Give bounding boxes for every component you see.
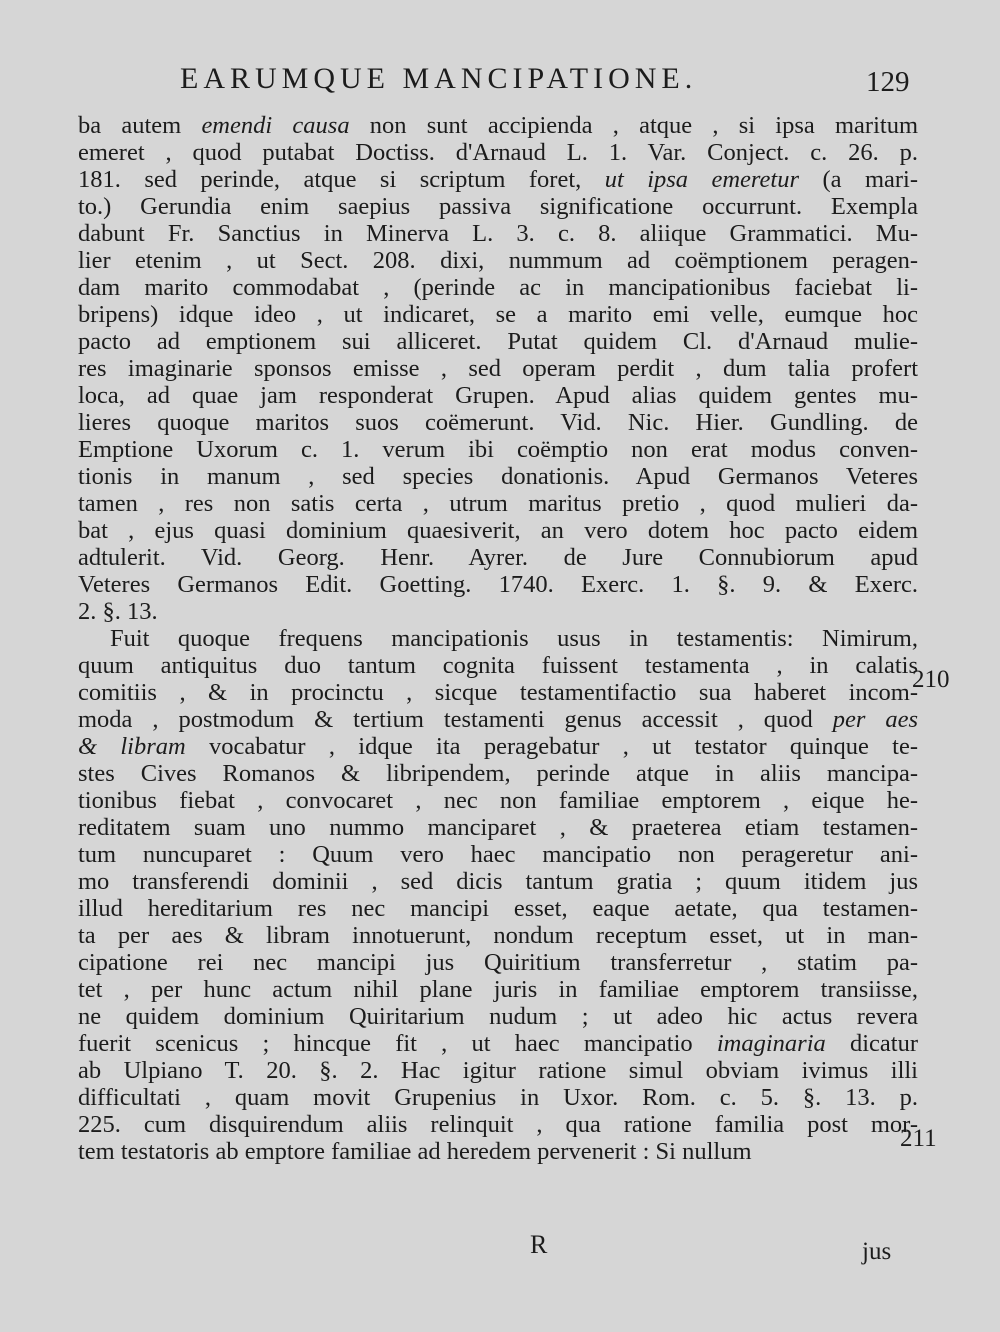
text-run: illud hereditarium res nec mancipi esset, eaque aetate, qua testamen- xyxy=(78,895,918,922)
text-run: ba autem xyxy=(78,112,202,139)
text-line xyxy=(78,706,918,733)
text-line xyxy=(78,571,918,598)
text-run: lieres quoque maritos suos coëmerunt. Vid. Nic. Hier. Gundling. de xyxy=(78,409,918,436)
signature-mark: R xyxy=(530,1230,548,1259)
italic-text: & libram xyxy=(78,733,186,760)
text-run: comitiis , & in procinctu , sicque testamentifactio sua haberet incom- xyxy=(78,679,918,706)
text-line xyxy=(78,490,918,517)
italic-text: emendi causa xyxy=(201,112,350,139)
text-run: lier etenim , ut Sect. 208. dixi, nummum ad coëmptionem peragen- xyxy=(78,247,918,274)
text-run: tionibus fiebat , convocaret , nec non familiae emptorem , eique he- xyxy=(78,787,918,814)
text-line xyxy=(78,1111,918,1138)
text-line xyxy=(78,652,918,679)
text-line xyxy=(78,814,918,841)
text-line xyxy=(78,274,918,301)
text-run: difficultati , quam movit Grupenius in Uxor. Rom. c. 5. §. 13. p. xyxy=(78,1084,918,1111)
text-run: 2. §. 13. xyxy=(78,598,158,625)
text-run: res imaginarie sponsos emisse , sed operam perdit , dum talia profert xyxy=(78,355,918,382)
text-run: tet , per hunc actum nihil plane juris in familiae emptorem transiisse, xyxy=(78,976,918,1003)
text-line xyxy=(78,328,918,355)
text-run: Emptione Uxorum c. 1. verum ibi coëmptio non erat modus conven- xyxy=(78,436,918,463)
text-run: mo transferendi dominii , sed dicis tantum gratia ; quum itidem jus xyxy=(78,868,918,895)
text-run: moda , postmodum & tertium testamenti genus accessit , quod xyxy=(78,706,833,733)
text-run: ta per aes & libram innotuerunt, nondum receptum esset, ut in man- xyxy=(78,922,918,949)
text-line xyxy=(78,922,918,949)
catchword: jus xyxy=(862,1238,892,1265)
text-run: ab Ulpiano T. 20. §. 2. Hac igitur ratione simul obviam ivimus illi xyxy=(78,1057,918,1084)
text-run: to.) Gerundia enim saepius passiva significatione occurrunt. Exempla xyxy=(78,193,918,220)
text-run: cipatione rei nec mancipi jus Quiritium transferretur , statim pa- xyxy=(78,949,918,976)
text-run: loca, ad quae jam responderat Grupen. Apud alias quidem gentes mu- xyxy=(78,382,918,409)
text-line xyxy=(78,1084,918,1111)
text-line xyxy=(78,1057,918,1084)
text-line xyxy=(78,733,918,760)
paragraph-2 xyxy=(78,625,918,1165)
text-run: dabunt Fr. Sanctius in Minerva L. 3. c. 8. aliique Grammatici. Mu- xyxy=(78,220,918,247)
text-line xyxy=(78,247,918,274)
text-run: reditatem suam uno nummo manciparet , & praeterea etiam testamen- xyxy=(78,814,918,841)
margin-section-number-210: 210 xyxy=(912,666,950,693)
text-line xyxy=(78,679,918,706)
text-run: tum nuncuparet : Quum vero haec mancipatio non perageretur ani- xyxy=(78,841,918,868)
running-title: EARUMQUE MANCIPATIONE. xyxy=(180,62,698,95)
text-line xyxy=(78,112,918,139)
text-line xyxy=(78,949,918,976)
text-run: pacto ad emptionem sui alliceret. Putat quidem Cl. d'Arnaud mulie- xyxy=(78,328,918,355)
text-run: bripens) idque ideo , ut indicaret, se a marito emi velle, eumque hoc xyxy=(78,301,918,328)
text-line xyxy=(78,598,918,625)
text-line xyxy=(78,895,918,922)
text-line xyxy=(78,1030,918,1057)
text-line xyxy=(78,760,918,787)
text-line xyxy=(78,1003,918,1030)
text-line xyxy=(78,301,918,328)
text-run: (a mari- xyxy=(799,166,918,193)
text-run: stes Cives Romanos & libripendem, perinde atque in aliis mancipa- xyxy=(78,760,918,787)
text-line xyxy=(78,409,918,436)
text-line xyxy=(78,544,918,571)
text-line xyxy=(78,139,918,166)
text-run: tamen , res non satis certa , utrum maritus pretio , quod mulieri da- xyxy=(78,490,918,517)
text-line xyxy=(78,193,918,220)
margin-section-number-211: 211 xyxy=(900,1125,937,1152)
text-run: tionis in manum , sed species donationis. Apud Germanos Veteres xyxy=(78,463,918,490)
text-line xyxy=(78,355,918,382)
text-run: fuerit scenicus ; hincque fit , ut haec mancipatio xyxy=(78,1030,717,1057)
page-number: 129 xyxy=(866,66,910,98)
text-run: tem testatoris ab emptore familiae ad heredem pervenerit : Si nullum xyxy=(78,1138,752,1165)
body-text xyxy=(78,112,918,1165)
text-run: non sunt accipienda , atque , si ipsa maritum xyxy=(349,112,918,139)
text-run: ne quidem dominium Quiritarium nudum ; ut adeo hic actus revera xyxy=(78,1003,918,1030)
text-run: 225. cum disquirendum aliis relinquit , qua ratione familia post mor- xyxy=(78,1111,918,1138)
italic-text: imaginaria xyxy=(716,1030,826,1057)
text-line xyxy=(78,463,918,490)
text-line xyxy=(78,436,918,463)
text-line xyxy=(78,625,918,652)
text-line xyxy=(78,517,918,544)
text-run: emeret , quod putabat Doctiss. d'Arnaud L. 1. Var. Conject. c. 26. p. xyxy=(78,139,918,166)
text-run: Veteres Germanos Edit. Goetting. 1740. Exerc. 1. §. 9. & Exerc. xyxy=(78,571,918,598)
italic-text: per aes xyxy=(832,706,919,733)
text-run: dam marito commodabat , (perinde ac in mancipationibus faciebat li- xyxy=(78,274,918,301)
text-line xyxy=(78,382,918,409)
text-run: 181. sed perinde, atque si scriptum foret, xyxy=(78,166,605,193)
text-run: bat , ejus quasi dominium quaesiverit, an vero dotem hoc pacto eidem xyxy=(78,517,918,544)
text-run: adtulerit. Vid. Georg. Henr. Ayrer. de Jure Connubiorum apud xyxy=(78,544,918,571)
paragraph-1 xyxy=(78,112,918,625)
text-run: dicatur xyxy=(825,1030,918,1057)
text-line xyxy=(78,166,918,193)
italic-text: ut ipsa emeretur xyxy=(604,166,800,193)
text-line xyxy=(78,220,918,247)
text-line xyxy=(78,1138,918,1165)
text-line xyxy=(78,841,918,868)
text-run: quum antiquitus duo tantum cognita fuissent testamenta , in calatis xyxy=(78,652,918,679)
text-line xyxy=(78,976,918,1003)
text-line xyxy=(78,787,918,814)
text-line xyxy=(78,868,918,895)
text-run: Fuit quoque frequens mancipationis usus in testamentis: Nimirum, xyxy=(110,625,918,652)
text-run: vocabatur , idque ita peragebatur , ut testator quinque te- xyxy=(185,733,918,760)
